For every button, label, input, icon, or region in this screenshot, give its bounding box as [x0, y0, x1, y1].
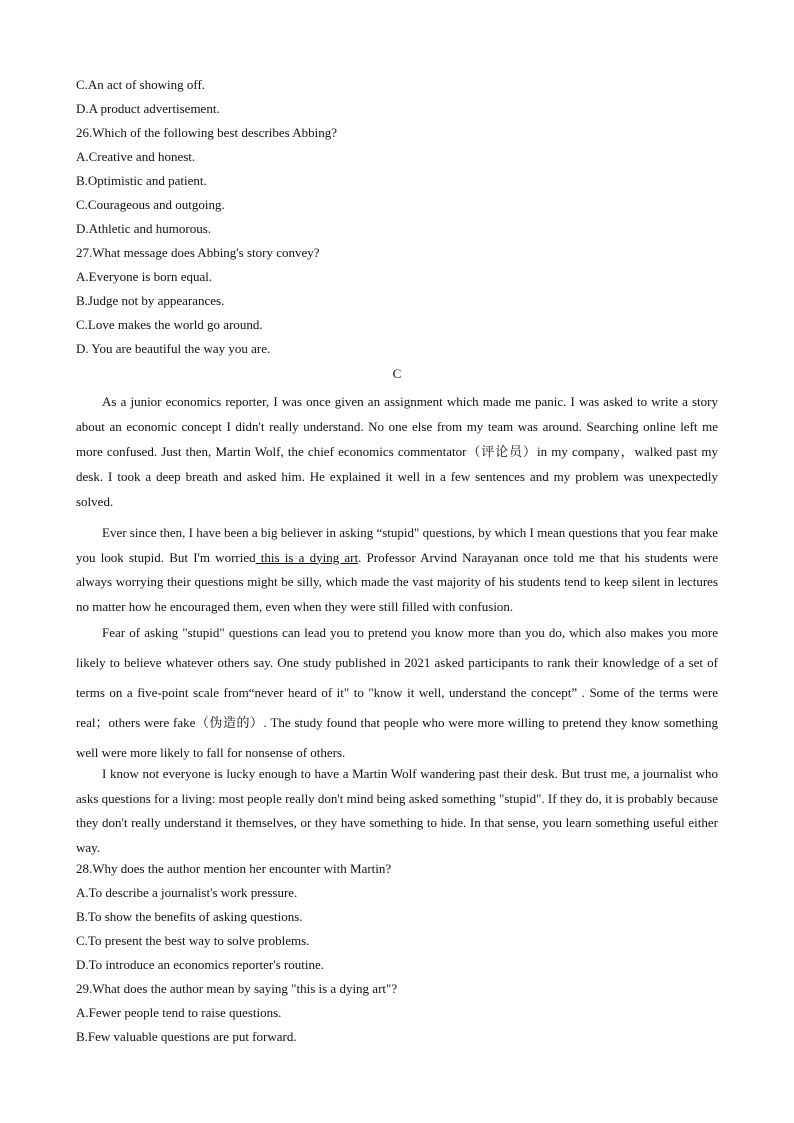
paragraph-4-text: I know not everyone is lucky enough to have a Martin Wolf wandering past their desk. But trust me, a journalist who asks questions for a living: most people really don't mind being asked something "stupid". If they do, it is probably because they don't really understand it themselves, or they have something to hide. In that sense, you learn something useful either way.: [76, 766, 718, 855]
paragraph-3: [76, 618, 718, 768]
option-25d: D.A product advertisement.: [76, 101, 220, 116]
option-25c: C.An act of showing off.: [76, 77, 206, 92]
paragraph-2-before: Ever since then, I have been a big believer in asking “stupid" questions, by which I mean questions that you fear make you look stupid. But I'm worried: [76, 525, 718, 565]
option-28d: D.To introduce an economics reporter's routine.: [76, 957, 324, 972]
option-27d: D. You are beautiful the way you are.: [76, 341, 271, 356]
option-26d: D.Athletic and humorous.: [76, 221, 212, 236]
option-28b: B.To show the benefits of asking questions.: [76, 909, 303, 924]
option-29a: A.Fewer people tend to raise questions.: [76, 1005, 282, 1020]
paragraph-1: [76, 389, 718, 514]
option-26b: B.Optimistic and patient.: [76, 173, 207, 188]
question-27: 27.What message does Abbing's story convey?: [76, 245, 320, 260]
question-29: 29.What does the author mean by saying "this is a dying art"?: [76, 981, 398, 996]
paragraph-3-text: Fear of asking "stupid" questions can lead you to pretend you know more than you do, which also makes you more likely to believe whatever others say. One study published in 2021 asked participants to rank their knowledge of a set of terms on a five-point scale from“never heard of it" to "know it well, understand the concept” . Some of the terms were real；others were fake（伪造的）. The study found that people who were more willing to pretend they know something well were more likely to fall for nonsense of others.: [76, 625, 718, 760]
paragraph-2: [76, 521, 718, 619]
question-28: 28.Why does the author mention her encounter with Martin?: [76, 861, 392, 876]
paragraph-2-after: . Professor Arvind Narayanan once told me that his students were always worrying their questions might be silly, which made the vast majority of his students tend to keep silent in lectures no matter how he encouraged them, even when they were still filled with confusion.: [76, 549, 718, 614]
option-27b: B.Judge not by appearances.: [76, 293, 225, 308]
underlined-phrase: this is a dying art: [255, 549, 359, 565]
option-29b: B.Few valuable questions are put forward.: [76, 1029, 297, 1044]
question-26: 26.Which of the following best describes Abbing?: [76, 125, 338, 140]
option-28c: C.To present the best way to solve problems.: [76, 933, 310, 948]
section-title: C: [392, 366, 402, 381]
option-26a: A.Creative and honest.: [76, 149, 196, 164]
option-27a: A.Everyone is born equal.: [76, 269, 213, 284]
paragraph-1-text: As a junior economics reporter, I was once given an assignment which made me panic. I was asked to write a story about an economic concept I didn't really understand. No one else from my team was around. Searching online left me more confused. Just then, Martin Wolf, the chief economics commentator（评论员）in my company，walked past my desk. I took a deep breath and asked him. He explained it well in a few sentences and my problem was unexpectedly solved.: [76, 394, 718, 509]
paragraph-2-text: [76, 521, 718, 619]
option-28a: A.To describe a journalist's work pressure.: [76, 885, 298, 900]
paragraph-4: [76, 762, 718, 860]
option-26c: C.Courageous and outgoing.: [76, 197, 225, 212]
option-27c: C.Love makes the world go around.: [76, 317, 263, 332]
